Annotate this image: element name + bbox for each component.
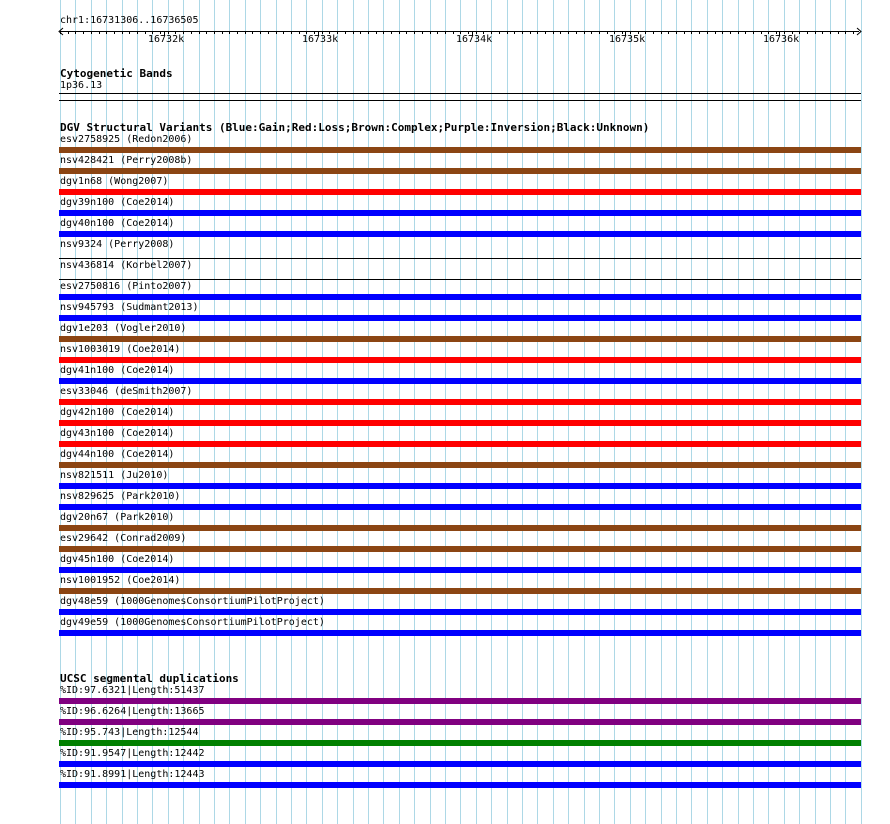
dgv-feature-label: dgv20n67 (Park2010) xyxy=(60,512,175,523)
dgv-feature-label: dgv43n100 (Coe2014) xyxy=(60,428,175,439)
dgv-feature-label: dgv39n100 (Coe2014) xyxy=(60,197,175,208)
dgv-feature-label: esv2758925 (Redon2006) xyxy=(60,134,193,145)
dgv-feature-label: nsv821511 (Ju2010) xyxy=(60,470,169,481)
segdup-feature-label: %ID:91.9547|Length:12442 xyxy=(60,748,205,759)
dgv-feature-label: dgv42n100 (Coe2014) xyxy=(60,407,175,418)
ruler-tick-label: 16734k xyxy=(456,34,493,45)
dgv-feature-complex[interactable] xyxy=(59,168,861,174)
dgv-feature-label: dgv44n100 (Coe2014) xyxy=(60,449,175,460)
dgv-feature-gain[interactable] xyxy=(59,504,861,510)
dgv-feature-complex[interactable] xyxy=(59,336,861,342)
dgv-feature-loss[interactable] xyxy=(59,420,861,426)
dgv-feature-label: dgv1e203 (Vogler2010) xyxy=(60,323,187,334)
dgv-feature-complex[interactable] xyxy=(59,588,861,594)
dgv-feature-loss[interactable] xyxy=(59,189,861,195)
dgv-feature-label: nsv1001952 (Coe2014) xyxy=(60,575,181,586)
segdup-feature-label: %ID:97.6321|Length:51437 xyxy=(60,685,205,696)
dgv-feature-label: dgv41n100 (Coe2014) xyxy=(60,365,175,376)
segdup-feature-label: %ID:91.8991|Length:12443 xyxy=(60,769,205,780)
dgv-feature-label: nsv436814 (Korbel2007) xyxy=(60,260,193,271)
cytoband-band-line-lower[interactable] xyxy=(59,100,861,101)
ruler-tick-label: 16732k xyxy=(148,34,185,45)
segdup-feature[interactable] xyxy=(59,698,861,704)
ruler-tick-label: 16735k xyxy=(609,34,646,45)
segdup-feature-label: %ID:95.743|Length:12544 xyxy=(60,727,199,738)
cytoband-band-line[interactable] xyxy=(59,93,861,94)
dgv-feature-label: nsv9324 (Perry2008) xyxy=(60,239,175,250)
dgv-feature-label: dgv45n100 (Coe2014) xyxy=(60,554,175,565)
dgv-track-title: DGV Structural Variants (Blue:Gain;Red:Loss;Brown:Complex;Purple:Inversion;Black:Unknown) xyxy=(60,121,650,134)
dgv-feature-label: nsv1003019 (Coe2014) xyxy=(60,344,181,355)
dgv-feature-gain[interactable] xyxy=(59,231,861,237)
dgv-feature-label: nsv428421 (Perry2008b) xyxy=(60,155,193,166)
dgv-feature-gain[interactable] xyxy=(59,630,861,636)
ruler-tick-label: 16736k xyxy=(763,34,800,45)
dgv-feature-unknown[interactable] xyxy=(59,279,861,280)
cytoband-track-title: Cytogenetic Bands xyxy=(60,67,173,80)
segdup-feature[interactable] xyxy=(59,740,861,746)
dgv-feature-loss[interactable] xyxy=(59,441,861,447)
dgv-feature-label: nsv829625 (Park2010) xyxy=(60,491,181,502)
dgv-feature-label: dgv40n100 (Coe2014) xyxy=(60,218,175,229)
segdup-feature[interactable] xyxy=(59,761,861,767)
dgv-feature-gain[interactable] xyxy=(59,294,861,300)
dgv-feature-gain[interactable] xyxy=(59,567,861,573)
segdup-track-title: UCSC segmental duplications xyxy=(60,672,239,685)
dgv-feature-complex[interactable] xyxy=(59,462,861,468)
dgv-feature-gain[interactable] xyxy=(59,210,861,216)
dgv-feature-gain[interactable] xyxy=(59,315,861,321)
cytoband-label: 1p36.13 xyxy=(60,80,103,91)
dgv-feature-gain[interactable] xyxy=(59,609,861,615)
dgv-feature-loss[interactable] xyxy=(59,357,861,363)
segdup-feature[interactable] xyxy=(59,782,861,788)
dgv-feature-label: esv2750816 (Pinto2007) xyxy=(60,281,193,292)
ruler-range-label: chr1:16731306..16736505 xyxy=(60,15,199,26)
dgv-feature-complex[interactable] xyxy=(59,546,861,552)
segdup-feature[interactable] xyxy=(59,719,861,725)
dgv-feature-label: dgv1n68 (Wong2007) xyxy=(60,176,169,187)
dgv-feature-label: dgv48e59 (1000GenomesConsortiumPilotProject) xyxy=(60,596,325,607)
dgv-feature-loss[interactable] xyxy=(59,399,861,405)
dgv-feature-label: esv33046 (deSmith2007) xyxy=(60,386,193,397)
dgv-feature-gain[interactable] xyxy=(59,483,861,489)
dgv-feature-complex[interactable] xyxy=(59,525,861,531)
dgv-feature-complex[interactable] xyxy=(59,147,861,153)
dgv-feature-unknown[interactable] xyxy=(59,258,861,259)
dgv-feature-gain[interactable] xyxy=(59,378,861,384)
ruler-tick-label: 16733k xyxy=(302,34,339,45)
dgv-feature-label: dgv49e59 (1000GenomesConsortiumPilotProject) xyxy=(60,617,325,628)
segdup-feature-label: %ID:96.6264|Length:13665 xyxy=(60,706,205,717)
dgv-feature-label: esv29642 (Conrad2009) xyxy=(60,533,187,544)
dgv-feature-label: nsv945793 (Sudmant2013) xyxy=(60,302,199,313)
